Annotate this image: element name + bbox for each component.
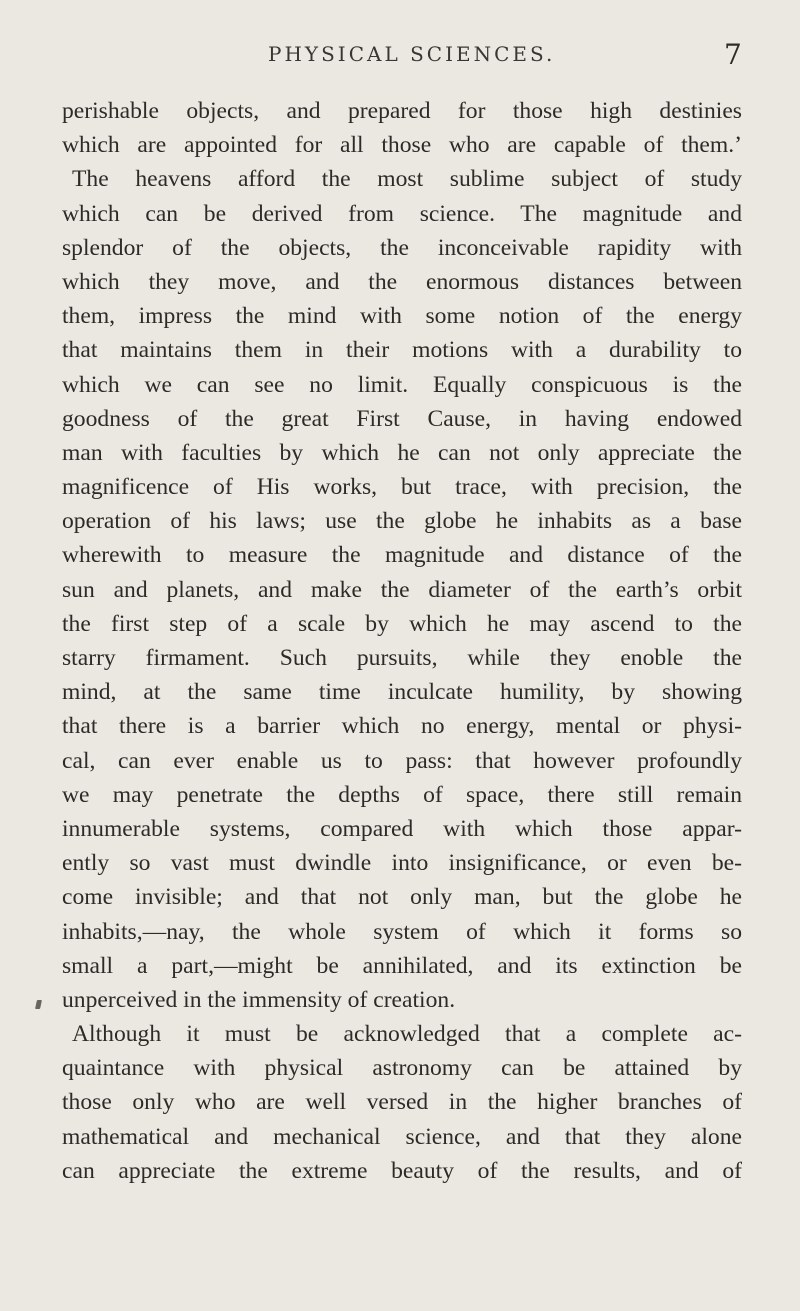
text-line: which they move, and the enormous distances between <box>62 268 742 295</box>
text-line: mind, at the same time inculcate humility, by showing <box>62 679 742 706</box>
text-line: cal, can ever enable us to pass: that however profoundly <box>62 747 742 774</box>
text-line: them, impress the mind with some notion of the energy <box>62 303 742 330</box>
text-line: goodness of the great First Cause, in having endowed <box>62 405 742 432</box>
text-line: we may penetrate the depths of space, there still remain <box>62 781 742 808</box>
text-line: which can be derived from science. The magnitude and <box>62 200 742 227</box>
text-line: perishable objects, and prepared for those high destinies <box>62 98 742 124</box>
text-line: come invisible; and that not only man, but the globe he <box>62 884 742 911</box>
text-line: starry firmament. Such pursuits, while they enoble the <box>62 645 742 671</box>
text-line: man with faculties by which he can not only appreciate the <box>62 439 742 466</box>
text-line: sun and planets, and make the diameter of the earth’s orbit <box>62 576 742 603</box>
text-line: those only who are well versed in the higher branches of <box>62 1089 742 1116</box>
text-line: mathematical and mechanical science, and that they alone <box>62 1123 742 1150</box>
text-line: The heavens afford the most sublime subject of study <box>72 166 742 193</box>
margin-ink-mark <box>35 1000 42 1009</box>
page-header <box>0 38 800 78</box>
body-text <box>62 94 742 1188</box>
text-line: unperceived in the immensity of creation. <box>62 986 456 1013</box>
text-line: that maintains them in their motions with a durability to <box>62 337 742 364</box>
text-line: Although it must be acknowledged that a complete ac- <box>72 1021 742 1048</box>
text-line: splendor of the objects, the inconceivable rapidity with <box>62 234 742 261</box>
running-head: PHYSICAL SCIENCES. <box>268 42 556 66</box>
text-line: wherewith to measure the magnitude and distance of the <box>62 542 742 569</box>
text-line: magnificence of His works, but trace, with precision, the <box>62 474 742 501</box>
text-line: quaintance with physical astronomy can be attained by <box>62 1055 742 1082</box>
text-line: innumerable systems, compared with which those appar- <box>62 815 742 842</box>
text-line: the first step of a scale by which he may ascend to the <box>62 610 742 637</box>
text-line: inhabits,—nay, the whole system of which it forms so <box>62 918 742 945</box>
text-line: which are appointed for all those who are capable of them.’ <box>62 132 742 159</box>
text-line: which we can see no limit. Equally conspicuous is the <box>62 371 742 398</box>
text-line: ently so vast must dwindle into insignificance, or even be- <box>62 850 742 877</box>
page-number: 7 <box>724 38 742 71</box>
text-line: can appreciate the extreme beauty of the results, and of <box>62 1157 742 1184</box>
text-line: operation of his laws; use the globe he inhabits as a base <box>62 508 742 535</box>
text-line: that there is a barrier which no energy, mental or physi- <box>62 713 742 740</box>
text-line: small a part,—might be annihilated, and its extinction be <box>62 952 742 979</box>
